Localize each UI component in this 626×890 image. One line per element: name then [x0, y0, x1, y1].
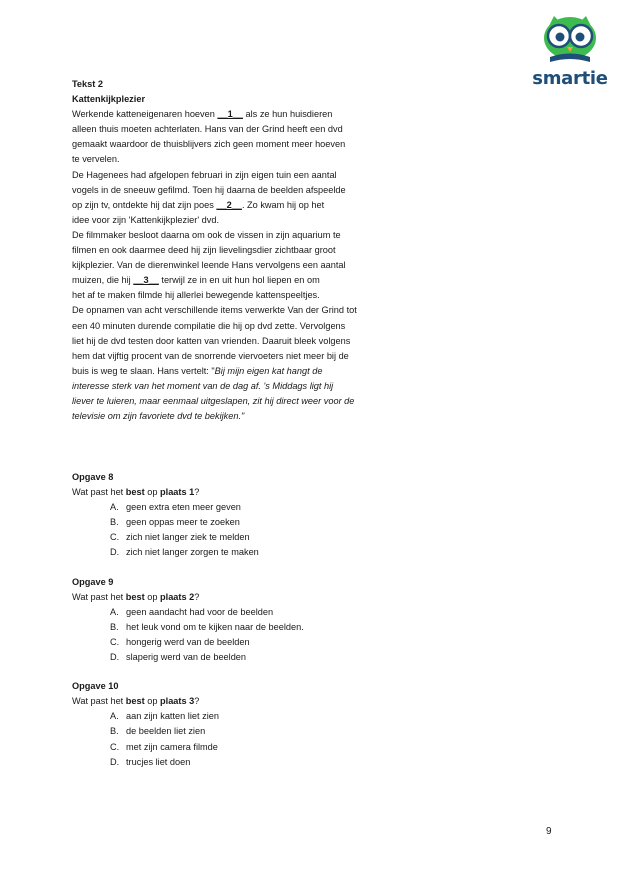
passage-line: een 40 minuten durende compilatie die hij op dvd zette. Vervolgens: [72, 320, 346, 331]
question-text: Wat past het best op plaats 3?: [72, 696, 200, 707]
option-a[interactable]: A. aan zijn katten liet zien: [110, 711, 219, 722]
blank-2: __2__: [216, 199, 242, 210]
passage-title: Tekst 2: [72, 79, 103, 89]
question-8: [72, 470, 372, 561]
passage-line: gemaakt waardoor de thuisblijvers zich geen moment meer hoeven: [72, 139, 346, 150]
option-d[interactable]: D. slaperig werd van de beelden: [110, 652, 247, 663]
option-c[interactable]: C. zich niet langer ziek te melden: [110, 532, 250, 543]
smartie-logo: [532, 14, 608, 88]
passage-line: liever te luieren, maar eenmaal uitgeslapen, zit hij direct weer voor de: [72, 395, 355, 406]
option-a[interactable]: A. geen extra eten meer geven: [110, 502, 241, 513]
owl-icon: [540, 14, 600, 66]
option-d[interactable]: D. trucjes liet doen: [110, 756, 191, 767]
passage-line: hem dat vijftig procent van de snorrende viervoeters niet meer bij de: [72, 350, 349, 361]
text-passage: [72, 77, 417, 424]
blank-3: __3__: [133, 275, 159, 286]
passage-line: muizen, die hij __3__ terwijl ze in en uit hun hol liepen en om: [72, 275, 320, 286]
passage-line: te vervelen.: [72, 154, 120, 165]
question-text: Wat past het best op plaats 2?: [72, 591, 200, 602]
passage-line: Werkende katteneigenaren hoeven __1__ als ze hun huisdieren: [72, 109, 333, 120]
passage-line: De filmmaker besloot daarna om ook de vissen in zijn aquarium te: [72, 229, 341, 240]
question-title: Opgave 9: [72, 576, 114, 587]
option-b[interactable]: B. het leuk vond om te kijken naar de beelden.: [110, 621, 304, 632]
passage-line: het af te maken filmde hij allerlei bewegende kattenspeeltjes.: [72, 290, 320, 301]
question-9: [72, 575, 372, 666]
passage-line: De opnamen van acht verschillende items verwerkte Van der Grind tot: [72, 305, 357, 316]
answer-options: [72, 605, 372, 665]
passage-line: televisie om zijn favoriete dvd te bekijken.": [72, 411, 245, 422]
passage-line: alleen thuis moeten achterlaten. Hans van der Grind heeft een dvd: [72, 124, 343, 135]
passage-subtitle: Kattenkijkplezier: [72, 94, 146, 105]
passage-line: liet hij de dvd testen door katten van vrienden. Daaruit bleek volgens: [72, 335, 351, 346]
option-d[interactable]: D. zich niet langer zorgen te maken: [110, 547, 259, 558]
blank-1: __1__: [217, 109, 243, 120]
logo-text: smartie: [532, 68, 608, 89]
passage-line: buis is weg te slaan. Hans vertelt: "Bij mijn eigen kat hangt de: [72, 365, 323, 376]
answer-options: [72, 500, 372, 560]
passage-line: vogels in de sneeuw gefilmd. Toen hij daarna de beelden afspeelde: [72, 184, 346, 195]
page-number: 9: [546, 826, 552, 837]
question-title: Opgave 10: [72, 681, 119, 692]
passage-line: filmen en ook daarmee deed hij zijn lievelingsdier zichtbaar groot: [72, 245, 336, 256]
option-b[interactable]: B. geen oppas meer te zoeken: [110, 517, 240, 528]
question-10: [72, 679, 372, 770]
questions: [72, 470, 372, 784]
question-text: Wat past het best op plaats 1?: [72, 487, 200, 498]
option-c[interactable]: C. hongerig werd van de beelden: [110, 636, 250, 647]
option-c[interactable]: C. met zijn camera filmde: [110, 741, 218, 752]
passage-line: op zijn tv, ontdekte hij dat zijn poes __2__. Zo kwam hij op het: [72, 199, 325, 210]
passage-line: kijkplezier. Van de dierenwinkel leende Hans vervolgens een aantal: [72, 260, 346, 271]
option-b[interactable]: B. de beelden liet zien: [110, 726, 206, 737]
option-a[interactable]: A. geen aandacht had voor de beelden: [110, 606, 274, 617]
passage-line: idee voor zijn 'Kattenkijkplezier' dvd.: [72, 214, 220, 225]
question-title: Opgave 8: [72, 472, 114, 482]
answer-options: [72, 709, 372, 769]
passage-line: De Hagenees had afgelopen februari in zijn eigen tuin een aantal: [72, 169, 337, 180]
passage-line: interesse sterk van het moment van de dag af. 's Middags ligt hij: [72, 380, 334, 391]
